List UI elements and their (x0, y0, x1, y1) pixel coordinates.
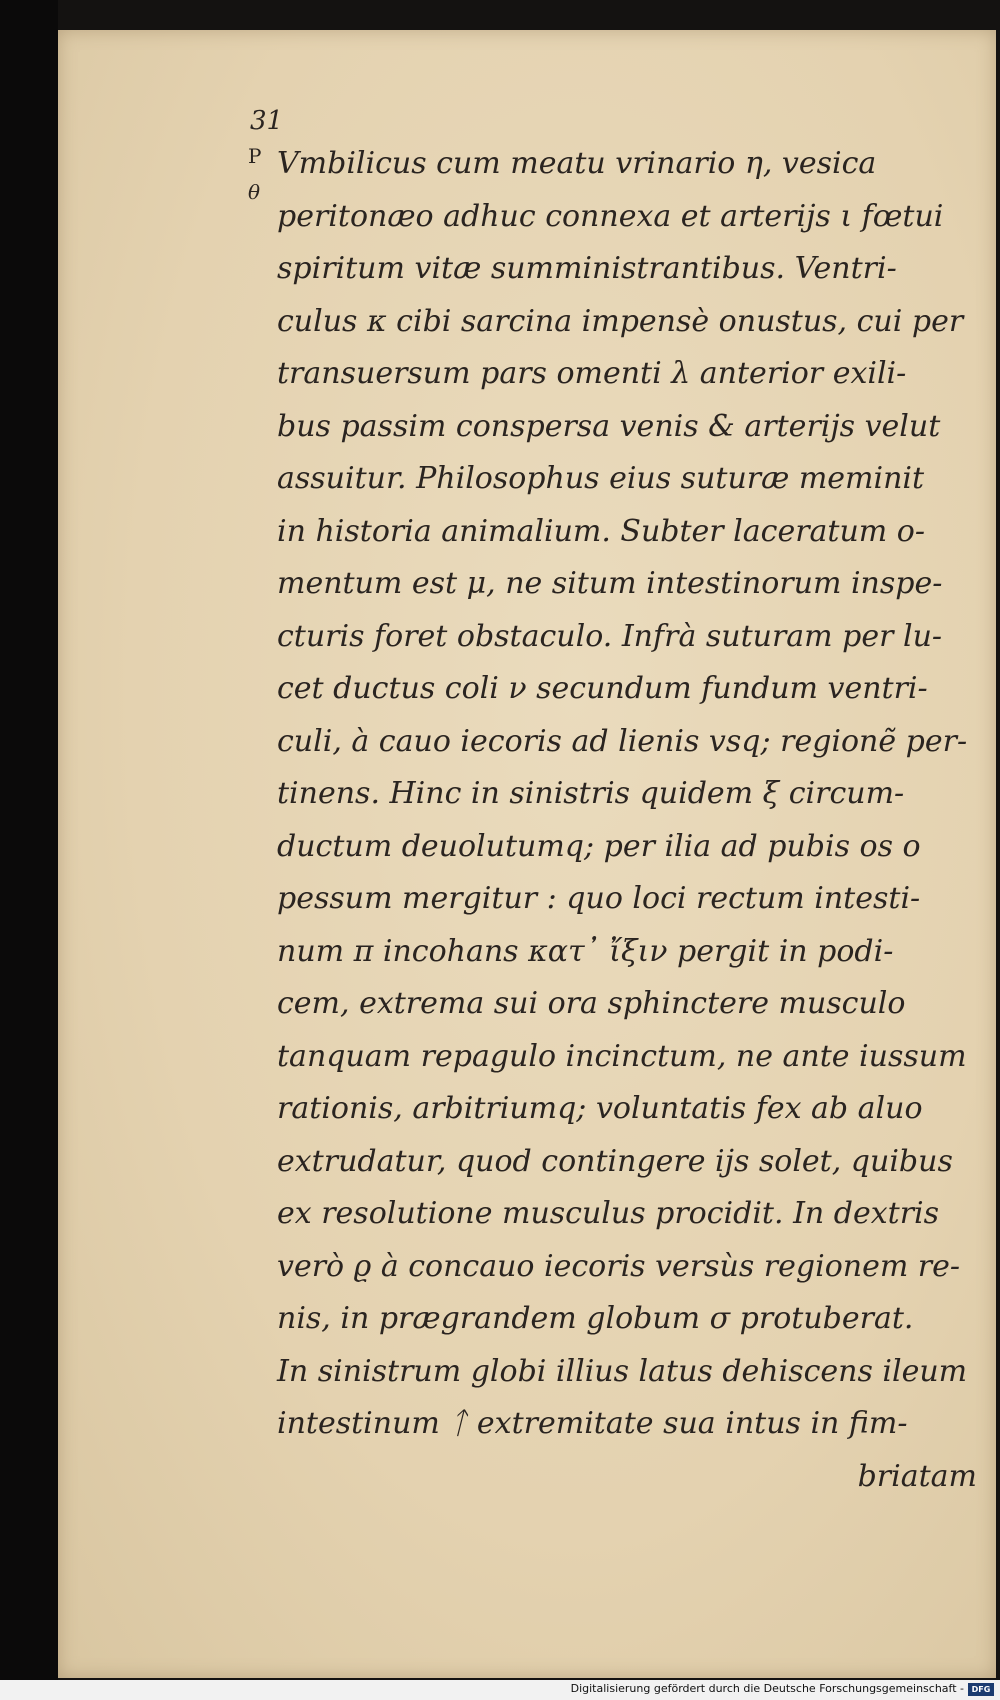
text-line: Vmbilicus cum meatu vrinario η, vesica (277, 146, 877, 181)
text-line: ductum deuolutumq; per ilia ad pubis os ο (277, 828, 921, 864)
text-line: peritonæo adhuc connexa et arterijs ι fœtui (277, 198, 944, 234)
dfg-logo: DFG (968, 1683, 994, 1696)
text-line: pessum mergitur : quo loci rectum intesti- (277, 881, 921, 916)
text-line: in historia animalium. Subter laceratum o- (277, 513, 925, 549)
text-line: extrudatur, quod contingere ijs solet, quibus (277, 1143, 953, 1179)
text-line: ex resolutione musculus procidit. In dextris (277, 1196, 940, 1231)
text-line: cem, extrema sui ora sphinctere musculo (277, 986, 906, 1021)
footer-credit: Digitalisierung gefördert durch die Deutsche Forschungsgemeinschaft - (570, 1682, 964, 1695)
marginal-mark: θ (248, 180, 261, 204)
text-line: spiritum vitæ sumministrantibus. Ventri- (277, 251, 897, 286)
text-line: cet ductus coli ν secundum fundum ventri- (277, 671, 928, 706)
text-line: intestinum ᛏ extremitate sua intus in fim- (277, 1406, 908, 1441)
text-line: rationis, arbitriumq; voluntatis fex ab aluo (277, 1091, 923, 1126)
text-line: transuersum pars omenti λ anterior exili- (277, 356, 907, 391)
text-line: num π incohans κατ᾽ ἴξιν pergit in podi- (277, 933, 894, 969)
text-line: tanquam repagulo incinctum, ne ante iussum (277, 1038, 967, 1074)
text-line: nis, in prægrandem globum σ protuberat. (277, 1301, 914, 1336)
left-dark-strip (0, 0, 58, 1700)
text-line: verò ϱ à concauo iecoris versùs regionem re- (277, 1248, 961, 1284)
catchword: briatam (857, 1458, 977, 1494)
text-line: culi, à cauo iecoris ad lienis vsq; regionẽ per- (277, 723, 968, 759)
text-line: mentum est μ, ne situm intestinorum inspe- (277, 566, 943, 601)
text-line: culus κ cibi sarcina impensè onustus, cui per (277, 303, 964, 339)
marginal-mark: P (248, 144, 262, 168)
text-line: assuitur. Philosophus eius suturæ meminit (277, 461, 925, 496)
page-number: 31 (250, 106, 284, 136)
text-line: cturis foret obstaculo. Infrà suturam per lu- (277, 618, 943, 654)
page-text (277, 138, 977, 1503)
text-line: tinens. Hinc in sinistris quidem ξ circum- (277, 776, 905, 811)
text-line: bus passim conspersa venis & arterijs velut (277, 408, 941, 444)
text-line: In sinistrum globi illius latus dehiscens ileum (277, 1353, 968, 1389)
footer-bar (0, 1680, 1000, 1700)
